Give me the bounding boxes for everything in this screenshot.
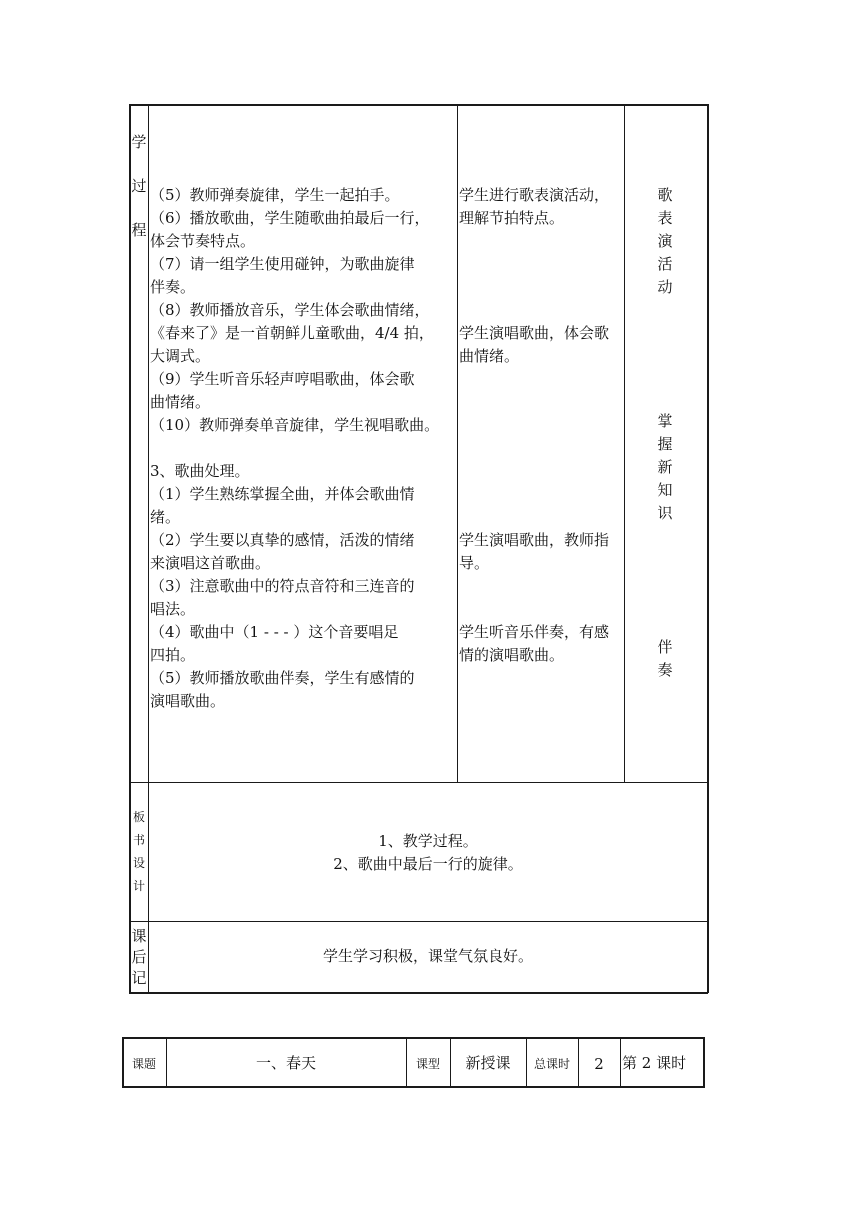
teacher-line: 体会节奏特点。 [150, 232, 256, 250]
teacher-line: 伴奏。 [150, 278, 196, 296]
table-border-bottom [129, 992, 708, 994]
divider-board-afterword [129, 921, 708, 922]
teacher-line: 来演唱这首歌曲。 [150, 554, 271, 572]
student-line: 曲情绪。 [459, 347, 520, 365]
intent-char: 新 [657, 458, 673, 476]
header-border-right [703, 1037, 705, 1088]
teacher-line: 大调式。 [150, 347, 211, 365]
afterword-text: 学生学习积极，课堂气氛良好。 [322, 947, 533, 965]
type-label: 课型 [415, 1057, 440, 1071]
afterword-label-char: 课 [131, 927, 147, 945]
total-label: 总课时 [533, 1057, 570, 1071]
teacher-line: （6）播放歌曲，学生随歌曲拍最后一行， [150, 209, 430, 227]
intent-char: 伴 [657, 638, 673, 656]
topic-value: 一、春天 [255, 1054, 316, 1072]
student-line: 学生演唱歌曲，教师指 [459, 531, 610, 549]
divider-process-board [129, 782, 708, 783]
teacher-line: （4）歌曲中（1 - - - ）这个音要唱足 [150, 623, 399, 641]
teacher-line: （1）学生熟练掌握全曲，并体会歌曲情 [150, 485, 415, 503]
teacher-line: 唱法。 [150, 600, 196, 618]
teacher-line: 四拍。 [150, 646, 196, 664]
board-line: 2、歌曲中最后一行的旋律。 [333, 855, 523, 873]
divider-label-col [148, 104, 149, 783]
topic-label: 课题 [131, 1057, 156, 1071]
teacher-line: （3）注意歌曲中的符点音符和三连音的 [150, 577, 415, 595]
table-border-right [707, 104, 709, 993]
header-border-bottom [122, 1086, 704, 1088]
teacher-line: 《春来了》是一首朝鲜儿童歌曲，4/4 拍， [150, 324, 434, 342]
teacher-line: 3、歌曲处理。 [150, 462, 250, 480]
board-label-char: 板 [132, 810, 145, 824]
teacher-line: （2）学生要以真挚的感情，活泼的情绪 [150, 531, 415, 549]
board-line: 1、教学过程。 [378, 832, 478, 850]
process-label-char: 过 [131, 177, 147, 195]
intent-char: 歌 [657, 186, 673, 204]
student-line: 学生演唱歌曲，体会歌 [459, 324, 610, 342]
intent-char: 握 [657, 435, 673, 453]
intent-char: 演 [657, 232, 673, 250]
student-line: 学生进行歌表演活动， [459, 186, 610, 204]
teacher-line: 演唱歌曲。 [150, 692, 226, 710]
intent-char: 动 [657, 278, 673, 296]
period-text: 第 2 课时 [622, 1054, 687, 1072]
student-line: 情的演唱歌曲。 [459, 646, 565, 664]
teacher-line: 曲情绪。 [150, 393, 211, 411]
intent-char: 掌 [657, 412, 673, 430]
header-divider [620, 1037, 621, 1088]
teacher-line: （8）教师播放音乐，学生体会歌曲情绪， [150, 301, 430, 319]
header-border-top [122, 1037, 704, 1039]
student-line: 导。 [459, 554, 490, 572]
intent-char: 奏 [657, 661, 673, 679]
process-label-char: 学 [131, 133, 147, 151]
board-label-char: 设 [132, 856, 145, 870]
teacher-line: （5）教师弹奏旋律，学生一起拍手。 [150, 186, 400, 204]
teacher-line: 绪。 [150, 508, 181, 526]
intent-char: 活 [657, 255, 673, 273]
table-border-top [129, 104, 708, 106]
teacher-line: （10）教师弹奏单音旋律，学生视唱歌曲。 [150, 416, 440, 434]
afterword-label-char: 记 [131, 969, 147, 987]
intent-char: 表 [657, 209, 673, 227]
process-label-char: 程 [131, 221, 147, 239]
type-value: 新授课 [465, 1054, 511, 1072]
student-line: 学生听音乐伴奏，有感 [459, 623, 610, 641]
teacher-line: （5）教师播放歌曲伴奏，学生有感情的 [150, 669, 415, 687]
board-label-char: 书 [132, 833, 145, 847]
afterword-label-char: 后 [131, 948, 147, 966]
intent-char: 识 [657, 504, 673, 522]
divider-teacher-col [457, 104, 458, 783]
divider-student-col [624, 104, 625, 783]
teacher-line: （9）学生听音乐轻声哼唱歌曲，体会歌 [150, 370, 415, 388]
teacher-line: （7）请一组学生使用碰钟，为歌曲旋律 [150, 255, 415, 273]
board-label-char: 计 [132, 879, 145, 893]
student-line: 理解节拍特点。 [459, 209, 565, 227]
total-value: 2 [594, 1055, 604, 1073]
intent-char: 知 [657, 481, 673, 499]
